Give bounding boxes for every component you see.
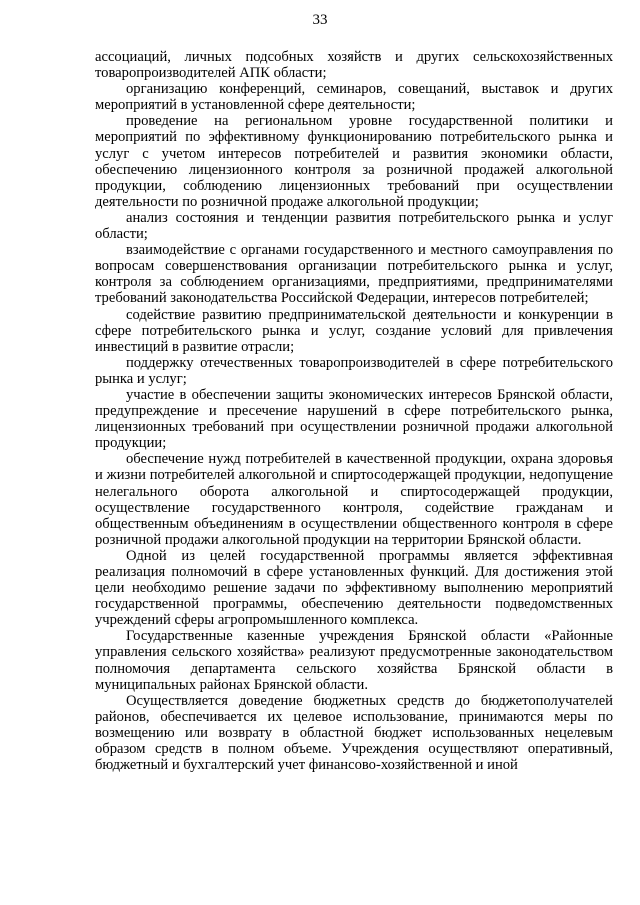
paragraph: поддержку отечественных товаропроизводителей в сфере потребительского рынка и услуг; xyxy=(95,354,613,387)
paragraph: анализ состояния и тенденции развития потребительского рынка и услуг области; xyxy=(95,209,613,243)
paragraph: Осуществляется доведение бюджетных средств до бюджетополучателей районов, обеспечивается их целевое использование, принимаются меры по возмещению или возврату в областной бюджет использованных нецелевым образом средств в полном объеме. Учреждения осуществляют оперативный, бюджетный и бухгалтерский учет финансово-хозяйственной и иной xyxy=(95,692,613,774)
paragraph: участие в обеспечении защиты экономических интересов Брянской области, предупреждение и пресечение нарушений в сфере потребительского рынка, лицензионных требований при осуществлении розничной продажи алкогольной продукции; xyxy=(95,386,613,452)
paragraph: Государственные казенные учреждения Брянской области «Районные управления сельского хозяйства» реализуют предусмотренные законодательством полномочия департамента сельского хозяйства Брянской области в муниципальных районах Брянской области. xyxy=(95,628,613,693)
paragraph: Одной из целей государственной программы является эффективная реализация полномочий в сфере установленных функций. Для достижения этой цели необходимо решение задачи по эффективному выполнению мероприятий государственной программы, обеспечению деятельности подведомственных учреждений сферы агропромышленного комплекса. xyxy=(95,547,613,629)
paragraph: организацию конференций, семинаров, совещаний, выставок и других мероприятий в установленной сфере деятельности; xyxy=(95,81,613,114)
paragraph: ассоциаций, личных подсобных хозяйств и других сельскохозяйственных товаропроизводителей АПК области; xyxy=(95,49,613,82)
body-text xyxy=(95,49,613,773)
paragraph: обеспечение нужд потребителей в качественной продукции, охрана здоровья и жизни потребителей алкогольной и спиртосодержащей продукции, недопущение нелегального оборота алкогольной и спиртосодержащей продукции, осуществление государственного контроля, содействие гражданам и общественным объединениям в осуществлении общественного контроля в сфере розничной продажи алкогольной продукции на территории Брянской области. xyxy=(95,451,613,548)
paragraph: проведение на региональном уровне государственной политики и мероприятий по эффективному функционированию потребительского рынка и услуг с учетом интересов потребителей и развития экономики области, обеспечению лицензионного контроля за розничной продажей алкогольной продукции, соблюдению лицензионных требований при осуществлении деятельности по розничной продаже алкогольной продукции; xyxy=(95,113,613,210)
paragraph: содействие развитию предпринимательской деятельности и конкуренции в сфере потребительского рынка и услуг, создание условий для привлечения инвестиций в развитие отрасли; xyxy=(95,306,613,355)
page-number: 33 xyxy=(312,12,328,28)
paragraph: взаимодействие с органами государственного и местного самоуправления по вопросам совершенствования организации потребительского рынка и услуг, контроля за соблюдением организациями, предприятиями, предпринимателями требований законодательства Российской Федерации, интересов потребителей; xyxy=(95,242,613,307)
